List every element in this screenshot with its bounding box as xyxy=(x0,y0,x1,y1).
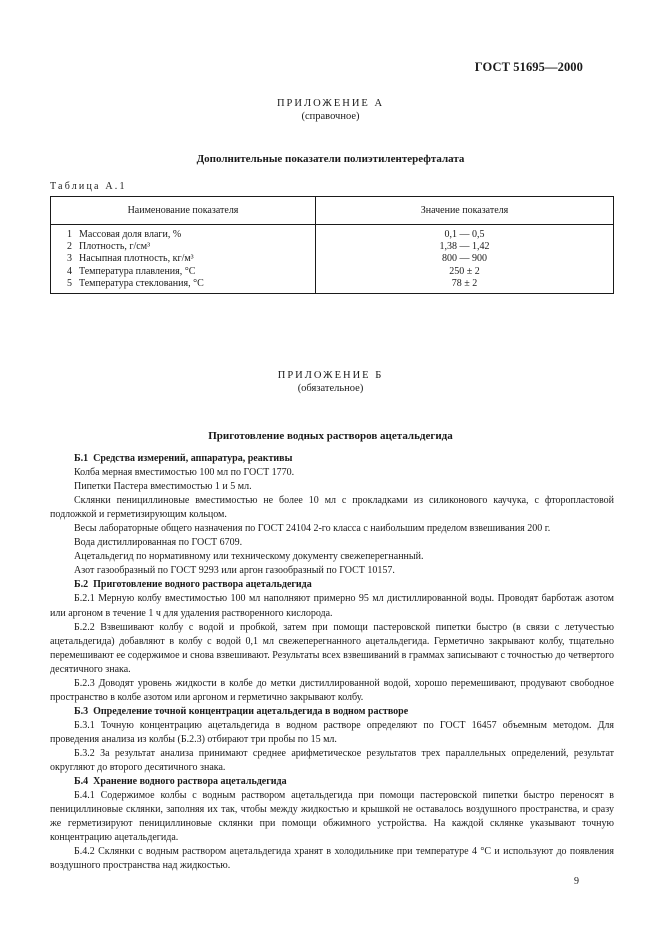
table-values-cell xyxy=(316,225,614,294)
table-value: 78 ± 2 xyxy=(451,277,478,289)
table-value: 800 — 900 xyxy=(442,253,487,265)
section-title: Определение точной концентрации ацетальдегида в водном растворе xyxy=(93,705,409,717)
table-row: 1 Массовая доля влаги, % xyxy=(67,229,182,240)
paragraph: Колба мерная вместимостью 100 мл по ГОСТ 1770. xyxy=(74,467,295,479)
table-row: 3 Насыпная плотность, кг/м³ xyxy=(67,253,194,265)
section-number: Б.4 xyxy=(74,776,89,788)
paragraph: Весы лабораторные общего назначения по ГОСТ 24104 2-го класса с наибольшим пределом взвешивания 200 г. xyxy=(74,523,551,535)
section-heading xyxy=(50,775,614,789)
section-title: Приготовление водного раствора ацетальдегида xyxy=(93,579,312,591)
section-heading xyxy=(50,452,614,466)
appendix-a-heading: Дополнительные показатели полиэтилентерефталата xyxy=(196,153,465,165)
properties-table xyxy=(50,196,614,294)
paragraph: Б.3.1 Точную концентрацию ацетальдегида в водном растворе определяют по ГОСТ 16457 объемным методом. Для проведения анализа из колбы (Б.2.3) отбирают три пробы по 15 мл. xyxy=(50,719,614,745)
paragraph: Склянки пенициллиновые вместимостью не более 10 мл с прокладками из силиконового каучука, с фторопластовой подложкой и герметизирующим кольцом. xyxy=(50,495,614,521)
paragraph: Б.3.2 За результат анализа принимают среднее арифметическое результатов трех параллельных определений, результат округляют до второго десятичного знака. xyxy=(50,747,614,774)
column-header-value: Значение показателя xyxy=(316,197,614,225)
paragraph: Б.4.2 Склянки с водным раствором ацетальдегида хранят в холодильнике при температуре 4 °С и используют до появления воздушного пространства над жидкостью. xyxy=(50,846,614,872)
appendix-b-body xyxy=(50,452,614,873)
paragraph: Ацетальдегид по нормативному или техническому документу свежеперегнанный. xyxy=(74,551,424,563)
table-row: 5 Температура стеклования, °С xyxy=(67,277,204,289)
table-value: 1,38 — 1,42 xyxy=(439,241,490,253)
section-number: Б.2 xyxy=(74,579,89,591)
appendix-b-subtitle: (обязательное) xyxy=(297,383,364,394)
paragraph: Б.2.3 Доводят уровень жидкости в колбе до метки дистиллированной водой, хорошо перемешивают, продувают свободное пространство в колбе азотом или аргоном и герметично закрывают колбу. xyxy=(50,677,614,703)
table-caption: Таблица А.1 xyxy=(50,181,127,192)
table-row: 4 Температура плавления, °С xyxy=(67,265,196,277)
table-row: 2 Плотность, г/см³ xyxy=(67,241,151,253)
section-number: Б.3 xyxy=(74,705,89,717)
paragraph: Б.2.1 Мерную колбу вместимостью 100 мл наполняют примерно 95 мл дистиллированной воды. Проводят барботаж азотом или аргоном в течение 1 ч для удаления растворенного кислорода. xyxy=(50,593,614,619)
table-names-cell xyxy=(51,225,316,294)
paragraph: Б.2.2 Взвешивают колбу с водой и пробкой, затем при помощи пастеровской пипетки быстро (в связи с летучестью ацетальдегида) добавляют в колбу с водой 0,1 мл свежеперегнанного ацетальдегида. Герметично закрывают колбу, тщательно перемешивают ее содержимое и снова взвешивают. Результаты всех взвешиваний в граммах записывают с точностью до четвертого десятичного знака. xyxy=(50,621,614,675)
appendix-b-heading: Приготовление водных растворов ацетальдегида xyxy=(208,430,453,442)
paragraph: Вода дистиллированная по ГОСТ 6709. xyxy=(74,537,243,549)
section-heading xyxy=(50,705,614,719)
section-heading xyxy=(50,578,614,592)
paragraph: Б.4.1 Содержимое колбы с водным раствором ацетальдегида при помощи пастеровской пипетки быстро переносят в пенициллиновые склянки, заполняя их так, чтобы между жидкостью и крышкой не оставалось воздушного пространства, и сразу же герметизируют пенициллиновые склянки при помощи обжимного устройства. На каждой склянке указывают точную концентрацию ацетальдегида. xyxy=(50,790,614,844)
paragraph: Азот газообразный по ГОСТ 9293 или аргон газообразный по ГОСТ 10157. xyxy=(74,565,395,577)
paragraph: Пипетки Пастера вместимостью 1 и 5 мл. xyxy=(74,481,252,493)
table-value: 0,1 — 0,5 xyxy=(444,229,485,240)
column-header-name: Наименование показателя xyxy=(51,197,316,225)
appendix-a-title: ПРИЛОЖЕНИЕ А xyxy=(276,98,385,109)
appendix-a-subtitle: (справочное) xyxy=(301,111,360,122)
table-value: 250 ± 2 xyxy=(449,265,480,277)
appendix-b-title: ПРИЛОЖЕНИЕ Б xyxy=(277,370,384,381)
section-title: Средства измерений, аппаратура, реактивы xyxy=(93,453,293,464)
page-number: 9 xyxy=(574,876,579,887)
section-title: Хранение водного раствора ацетальдегида xyxy=(93,776,287,788)
section-number: Б.1 xyxy=(74,453,89,464)
gost-code-header: ГОСТ 51695—2000 xyxy=(474,60,583,74)
